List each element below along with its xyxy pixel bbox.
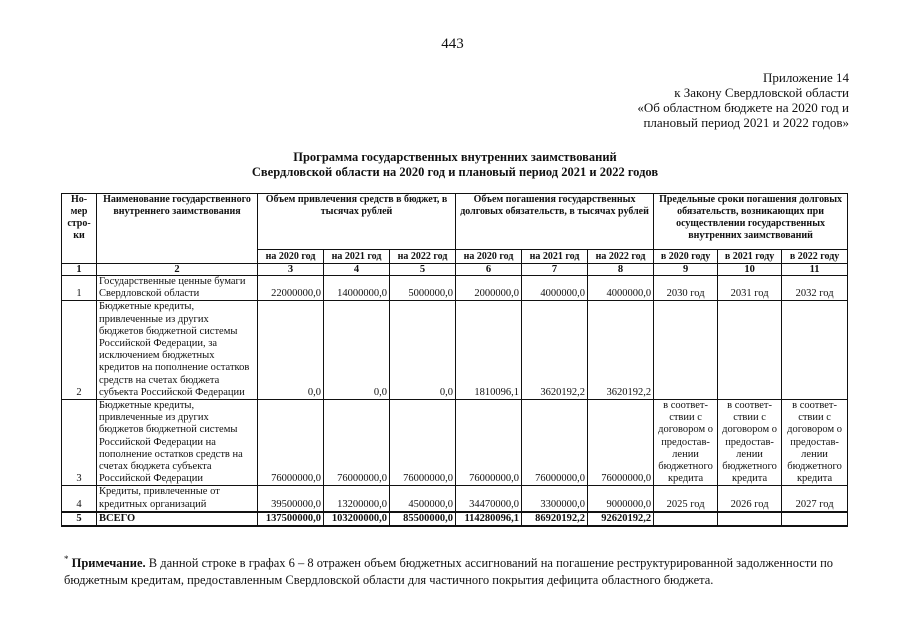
- attraction-2022: 5000000,0: [390, 276, 456, 301]
- repayment-2022: 4000000,0: [588, 276, 654, 301]
- attraction-2020: 22000000,0: [258, 276, 324, 301]
- year-header: на 2020 год: [258, 250, 324, 264]
- column-number: 6: [456, 264, 522, 276]
- document-title: [100, 150, 810, 180]
- term-2020: 2025 год: [654, 486, 718, 512]
- column-number: 5: [390, 264, 456, 276]
- table-row: [62, 400, 848, 486]
- term-2021: [718, 512, 782, 526]
- header-repayment: Объем погашения государственных долговых обязательств, в тысячах рублей: [456, 194, 654, 250]
- row-name: ВСЕГО: [97, 512, 258, 526]
- year-header: на 2021 год: [522, 250, 588, 264]
- table-row: [62, 486, 848, 512]
- repayment-2020: 76000000,0: [456, 400, 522, 486]
- column-number: 8: [588, 264, 654, 276]
- row-number: 5: [62, 512, 97, 526]
- column-number: 4: [324, 264, 390, 276]
- row-number: 3: [62, 400, 97, 486]
- appendix-line: «Об областном бюджете на 2020 год и: [637, 100, 849, 115]
- footnote-label: Примечание.: [71, 556, 146, 571]
- year-header: в 2022 году: [782, 250, 848, 264]
- repayment-2022: 9000000,0: [588, 486, 654, 512]
- column-number: 2: [97, 264, 258, 276]
- page-number: 443: [441, 36, 464, 52]
- attraction-2020: 39500000,0: [258, 486, 324, 512]
- term-2022: в соответ-ствии с договором о предостав-лении бюджетного кредита: [782, 400, 848, 486]
- attraction-2021: 103200000,0: [324, 512, 390, 526]
- term-2021: 2031 год: [718, 276, 782, 301]
- row-name: Бюджетные кредиты, привлеченные из других бюджетов бюджетной системы Российской Федерации на пополнение остатков средств на счетах бюджета субъекта Российской Федерации: [97, 400, 258, 486]
- column-number: 3: [258, 264, 324, 276]
- repayment-2020: 114280096,1: [456, 512, 522, 526]
- appendix-line: плановый период 2021 и 2022 годов»: [643, 115, 849, 130]
- title-line: Программа государственных внутренних заимствований: [293, 150, 617, 164]
- attraction-2021: 14000000,0: [324, 276, 390, 301]
- repayment-2021: 4000000,0: [522, 276, 588, 301]
- repayment-2021: 86920192,2: [522, 512, 588, 526]
- borrowing-program-table: [61, 193, 848, 527]
- attraction-2022: 76000000,0: [390, 400, 456, 486]
- total-row: [62, 512, 848, 526]
- repayment-2020: 1810096,1: [456, 301, 522, 400]
- row-name: Бюджетные кредиты, привлеченные из других бюджетов бюджетной системы Российской Федерации, за исключением бюджетных кредитов на пополнение остатков средств на счетах бюджета субъекта Российской Федерации: [97, 301, 258, 400]
- repayment-2022: 76000000,0: [588, 400, 654, 486]
- repayment-2020: 34470000,0: [456, 486, 522, 512]
- repayment-2022: 92620192,2: [588, 512, 654, 526]
- term-2022: 2027 год: [782, 486, 848, 512]
- footnote-star: *: [64, 554, 69, 564]
- attraction-2021: 76000000,0: [324, 400, 390, 486]
- attraction-2021: 13200000,0: [324, 486, 390, 512]
- year-header: в 2020 году: [654, 250, 718, 264]
- column-number: 11: [782, 264, 848, 276]
- term-2020: 2030 год: [654, 276, 718, 301]
- column-number: 1: [62, 264, 97, 276]
- term-2021: 2026 год: [718, 486, 782, 512]
- table-row: [62, 276, 848, 301]
- footnote-text: В данной строке в графах 6 – 8 отражен объем бюджетных ассигнований на погашение реструктурированной задолженности по бюджетным кредитам, предоставленным Свердловской области для частичного покрытия дефицита областного бюджета.: [64, 556, 834, 588]
- header-attraction: Объем привлечения средств в бюджет, в тысячах рублей: [258, 194, 456, 250]
- repayment-2021: 3620192,2: [522, 301, 588, 400]
- term-2021: в соответ-ствии с договором о предостав-лении бюджетного кредита: [718, 400, 782, 486]
- appendix-line: к Закону Свердловской области: [674, 85, 849, 100]
- row-number: 4: [62, 486, 97, 512]
- appendix-line: Приложение 14: [762, 70, 849, 85]
- column-number: 7: [522, 264, 588, 276]
- attraction-2022: 0,0: [390, 301, 456, 400]
- year-header: на 2021 год: [324, 250, 390, 264]
- term-2021: [718, 301, 782, 400]
- term-2020: [654, 512, 718, 526]
- repayment-2022: 3620192,2: [588, 301, 654, 400]
- year-header: на 2022 год: [390, 250, 456, 264]
- repayment-2021: 76000000,0: [522, 400, 588, 486]
- year-header: на 2022 год: [588, 250, 654, 264]
- attraction-2022: 85500000,0: [390, 512, 456, 526]
- column-number: 10: [718, 264, 782, 276]
- attraction-2020: 76000000,0: [258, 400, 324, 486]
- header-terms: Предельные сроки погашения долговых обязательств, возникающих при осуществлении государственных внутренних заимствований: [654, 194, 848, 250]
- header-name: Наименование государственного внутреннего заимствования: [97, 194, 258, 264]
- row-name: Государственные ценные бумаги Свердловской области: [97, 276, 258, 301]
- term-2022: 2032 год: [782, 276, 848, 301]
- year-header: на 2020 год: [456, 250, 522, 264]
- repayment-2020: 2000000,0: [456, 276, 522, 301]
- row-number: 2: [62, 301, 97, 400]
- term-2020: [654, 301, 718, 400]
- term-2020: в соответ-ствии с договором о предостав-лении бюджетного кредита: [654, 400, 718, 486]
- appendix-reference: [637, 70, 849, 130]
- year-header: в 2021 году: [718, 250, 782, 264]
- term-2022: [782, 301, 848, 400]
- footnote: [64, 551, 854, 589]
- header-row-number: Но-мер стро-ки: [62, 194, 97, 264]
- title-line: Свердловской области на 2020 год и плановый период 2021 и 2022 годов: [251, 165, 659, 179]
- repayment-2021: 3300000,0: [522, 486, 588, 512]
- row-name: Кредиты, привлеченные от кредитных организаций: [97, 486, 258, 512]
- attraction-2020: 0,0: [258, 301, 324, 400]
- attraction-2022: 4500000,0: [390, 486, 456, 512]
- table-row: [62, 301, 848, 400]
- term-2022: [782, 512, 848, 526]
- column-number: 9: [654, 264, 718, 276]
- attraction-2020: 137500000,0: [258, 512, 324, 526]
- attraction-2021: 0,0: [324, 301, 390, 400]
- row-number: 1: [62, 276, 97, 301]
